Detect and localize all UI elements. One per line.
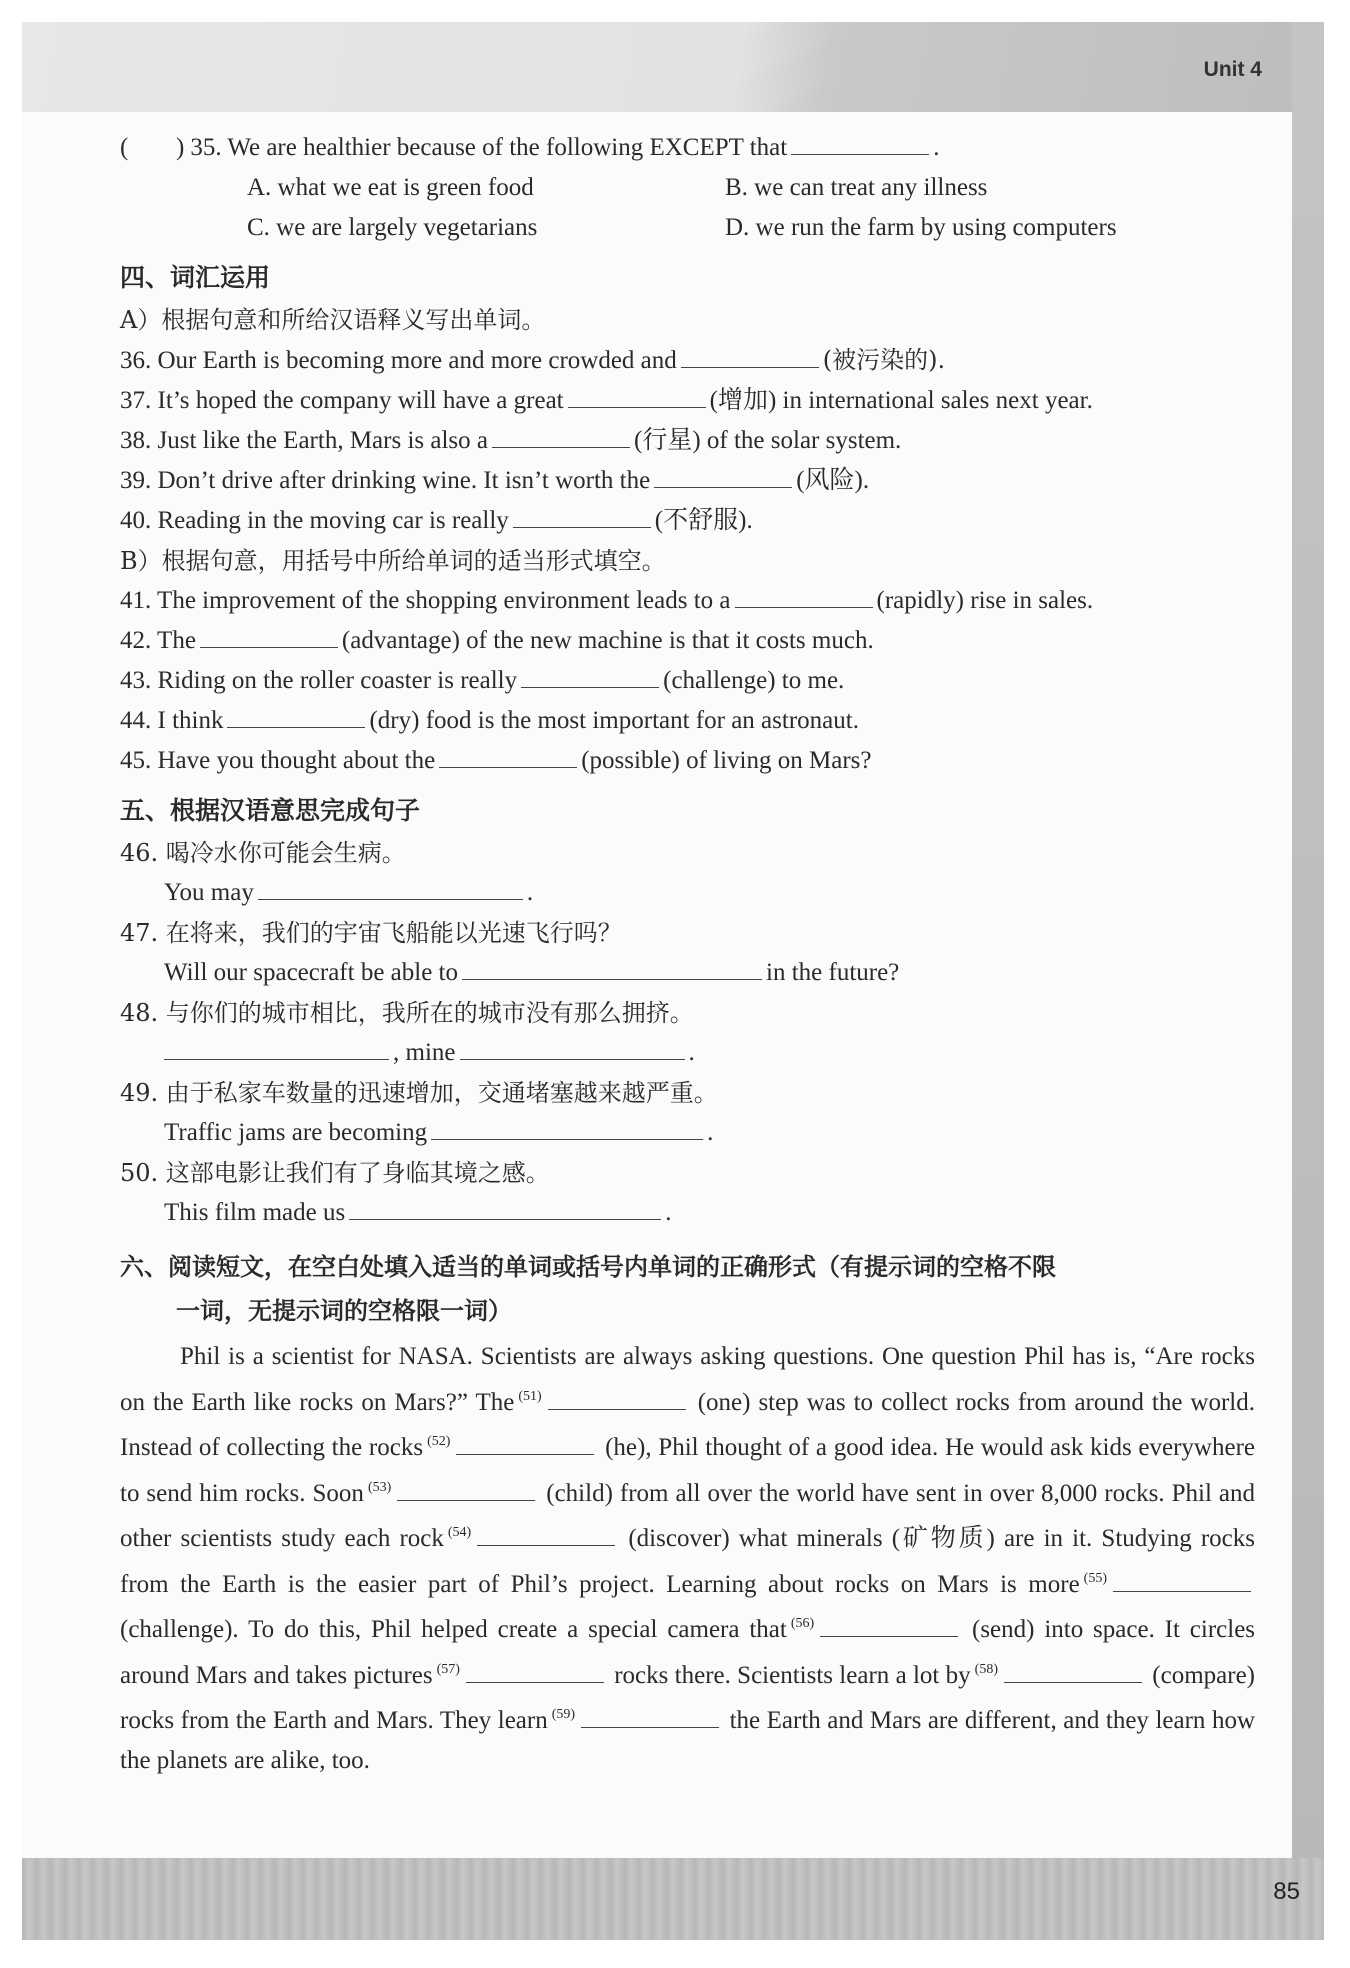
question-text: 41. The improvement of the shopping environment leads to a: [120, 587, 731, 614]
blank-number: (52): [427, 1434, 451, 1449]
question-48-answer: [120, 1033, 1255, 1073]
passage-text: (compare) rocks from the Earth and Mars. They learn: [120, 1661, 1255, 1734]
question-50-prompt: 50. 这部电影让我们有了身临其境之感。: [120, 1159, 550, 1187]
answer-blank[interactable]: [513, 501, 651, 528]
question-hint: (rapidly) rise in sales.: [876, 587, 1094, 614]
page-edge: [1292, 22, 1324, 1940]
question-35: [120, 128, 1255, 168]
section-4-part-a-title: A）根据句意和所给汉语释义写出单词。: [120, 306, 546, 334]
answer-blank[interactable]: [735, 581, 873, 608]
unit-label: Unit 4: [1203, 58, 1262, 81]
question-42: [120, 621, 1255, 661]
question-hint: (dry) food is the most important for an astronaut.: [369, 707, 859, 734]
answer-end: .: [707, 1119, 714, 1146]
passage-text: Phil is a scientist for NASA. Scientists are always asking questions. One question Phil has is, “Are rocks on the Earth like rocks on Mars?” The: [120, 1343, 1255, 1416]
question-37: [120, 381, 1255, 421]
passage-text: (discover) what minerals (矿物质) are in it. Studying rocks from the Earth is the easier part of Phil’s project. Learning about rocks on Mars is more: [120, 1525, 1255, 1598]
answer-mid: , mine: [393, 1039, 456, 1066]
passage-blank-54[interactable]: [477, 1521, 615, 1546]
question-46-answer: [120, 873, 1255, 913]
blank-number: (54): [447, 1525, 472, 1540]
answer-blank[interactable]: [654, 461, 792, 488]
option-a: A. what we eat is green food: [247, 174, 534, 201]
option-b: B. we can treat any illness: [725, 174, 988, 201]
passage-text: (challenge). To do this, Phil helped create a special camera that: [120, 1616, 787, 1643]
question-35-end: .: [933, 134, 940, 161]
passage-text: (one) step was to collect rocks from around the world. Instead of collecting the rocks: [120, 1388, 1256, 1461]
question-hint: (advantage) of the new machine is that it costs much.: [341, 627, 874, 654]
question-hint: (possible) of living on Mars?: [581, 747, 872, 774]
question-text: 44. I think: [120, 707, 224, 734]
answer-blank[interactable]: [462, 953, 762, 980]
question-text: 45. Have you thought about the: [120, 747, 436, 774]
answer-lead: You may: [164, 879, 254, 906]
question-text: 42. The: [120, 627, 196, 654]
page-number: 85: [1273, 1878, 1300, 1905]
question-47-prompt: 47. 在将来，我们的宇宙飞船能以光速飞行吗？: [120, 919, 622, 947]
answer-end: .: [688, 1039, 695, 1066]
answer-paren-close: ): [176, 134, 185, 161]
section-6-title-line-1: 六、阅读短文，在空白处填入适当的单词或括号内单词的正确形式（有提示词的空格不限: [120, 1253, 1056, 1281]
section-6-title: [120, 1245, 1255, 1333]
section-4-title: 四、词汇运用: [120, 263, 271, 292]
answer-blank[interactable]: [200, 621, 338, 648]
question-text: 36. Our Earth is becoming more and more crowded and: [120, 347, 677, 374]
answer-blank[interactable]: [460, 1033, 685, 1060]
answer-lead: This film made us: [164, 1199, 346, 1226]
answer-blank[interactable]: [227, 701, 365, 728]
worksheet-content: [120, 128, 1255, 1780]
option-c: C. we are largely vegetarians: [247, 214, 538, 241]
reading-passage: [120, 1337, 1255, 1780]
section-6-title-line-2: 一词，无提示词的空格限一词）: [176, 1297, 512, 1325]
question-35-options: [247, 168, 1255, 248]
answer-blank[interactable]: [439, 741, 577, 768]
question-41: [120, 581, 1255, 621]
question-44: [120, 701, 1255, 741]
blank-number: (51): [518, 1388, 542, 1404]
passage-text: (he), Phil thought of a good idea. He would ask kids everywhere to send him rocks. Soon: [120, 1434, 1256, 1507]
question-hint: (被污染的).: [822, 346, 946, 374]
footer-band: [22, 1858, 1324, 1940]
question-text: 43. Riding on the roller coaster is really: [120, 667, 518, 694]
answer-blank[interactable]: [431, 1113, 703, 1140]
blank-number: (55): [1083, 1570, 1107, 1586]
passage-blank-57[interactable]: [466, 1658, 604, 1683]
answer-blank[interactable]: [492, 421, 630, 448]
answer-blank[interactable]: [681, 341, 819, 368]
question-49-prompt: 49. 由于私家车数量的迅速增加，交通堵塞越来越严重。: [120, 1079, 718, 1107]
question-35-text: 35. We are healthier because of the following EXCEPT that: [190, 134, 788, 161]
answer-blank[interactable]: [164, 1033, 389, 1060]
question-hint: (行星) of the solar system.: [634, 427, 902, 454]
passage-text: rocks there. Scientists learn a lot by: [614, 1661, 971, 1689]
question-38: [120, 421, 1255, 461]
answer-end: in the future?: [766, 959, 900, 986]
option-d: D. we run the farm by using computers: [725, 214, 1117, 241]
question-text: 39. Don’t drive after drinking wine. It isn’t worth the: [120, 467, 651, 494]
passage-blank-59[interactable]: [581, 1703, 719, 1728]
blank-number: (57): [436, 1661, 460, 1677]
question-46-prompt: 46. 喝冷水你可能会生病。: [120, 839, 406, 867]
answer-blank[interactable]: [791, 128, 929, 155]
question-text: 40. Reading in the moving car is really: [120, 507, 509, 534]
question-hint: (challenge) to me.: [663, 667, 845, 694]
passage-text: (send) into space. It circles around Mars and takes pictures: [120, 1616, 1256, 1689]
passage-blank-52[interactable]: [456, 1430, 594, 1455]
answer-end: .: [526, 879, 534, 906]
blank-number: (59): [551, 1707, 576, 1722]
question-text: 38. Just like the Earth, Mars is also a: [120, 427, 488, 454]
header-band: [22, 22, 1324, 112]
question-40: [120, 501, 1255, 541]
question-50-answer: [120, 1193, 1255, 1233]
blank-number: (56): [790, 1616, 815, 1631]
section-4-part-b-title: B）根据句意，用括号中所给单词的适当形式填空。: [120, 547, 666, 575]
blank-number: (53): [367, 1479, 392, 1495]
answer-blank[interactable]: [568, 381, 706, 408]
passage-text: (child) from all over the world have sent in over 8,000 rocks. Phil and other scientists study each rock: [120, 1479, 1256, 1552]
blank-number: (58): [974, 1661, 998, 1677]
question-hint: (增加) in international sales next year.: [709, 387, 1093, 414]
question-43: [120, 661, 1255, 701]
question-text: 37. It’s hoped the company will have a great: [120, 387, 564, 414]
question-47-answer: [120, 953, 1255, 993]
passage-blank-56[interactable]: [820, 1612, 958, 1637]
question-hint: (不舒服).: [654, 507, 753, 534]
passage-blank-58[interactable]: [1004, 1658, 1142, 1683]
question-49-answer: [120, 1113, 1255, 1153]
answer-lead: Traffic jams are becoming: [164, 1119, 428, 1146]
answer-blank[interactable]: [258, 873, 523, 900]
passage-blank-51[interactable]: [548, 1385, 686, 1410]
question-36: [120, 340, 1255, 381]
question-39: [120, 461, 1255, 501]
question-48-prompt: 48. 与你们的城市相比，我所在的城市没有那么拥挤。: [120, 999, 694, 1027]
question-hint: (风险).: [796, 467, 870, 494]
answer-end: .: [665, 1199, 672, 1226]
question-45: [120, 741, 1255, 781]
answer-blank[interactable]: [521, 661, 659, 688]
passage-blank-55[interactable]: [1113, 1567, 1251, 1592]
section-5-title: 五、根据汉语意思完成句子: [120, 796, 421, 825]
passage-text: the Earth and Mars are different, and they learn how the planets are alike, too.: [120, 1707, 1256, 1774]
answer-blank[interactable]: [349, 1193, 661, 1220]
answer-lead: Will our spacecraft be able to: [164, 959, 458, 986]
answer-paren-open: (: [120, 134, 129, 161]
passage-blank-53[interactable]: [397, 1476, 535, 1501]
